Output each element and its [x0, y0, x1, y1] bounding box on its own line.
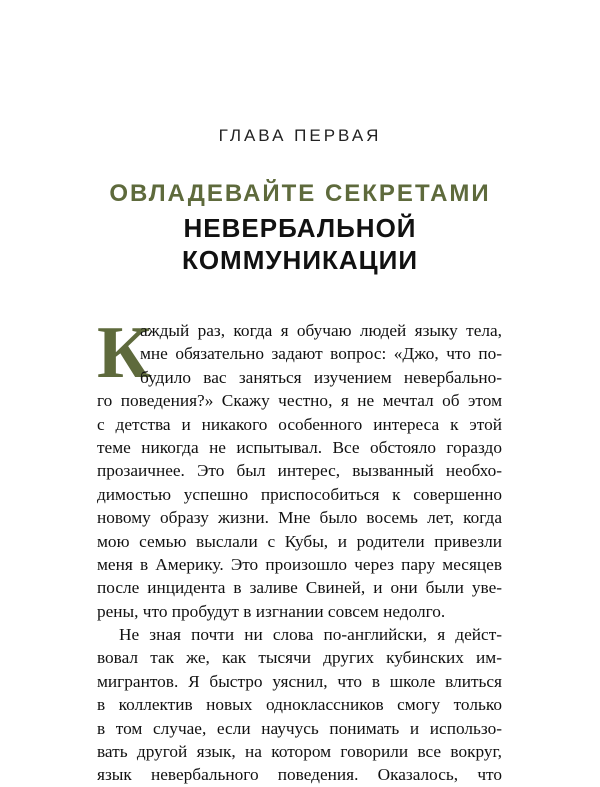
paragraph-1-line: аждый раз, когда я обучаю людей языку тела, [140, 321, 502, 340]
paragraph-1-line: мне обязательно задают вопрос: «Джо, что по- [140, 344, 502, 364]
chapter-title-line-3: КОММУНИКАЦИИ [181, 245, 419, 275]
chapter-title-line-1: ОВЛАДЕВАЙТЕ СЕКРЕТАМИ [109, 180, 491, 207]
paragraph-1-line: прозаичнее. Это был интерес, вызванный необхо- [97, 461, 502, 481]
paragraph-1-line: димостью успешно приспособиться к совершенно [97, 484, 502, 504]
drop-cap-letter: К [97, 312, 151, 394]
paragraph-1-line: го поведения?» Скажу честно, я не мечтал об этом [97, 391, 502, 411]
paragraph-2-line: в том случае, если научусь понимать и использо- [97, 718, 502, 738]
paragraph-2-line: вовал так же, как тысячи других кубинских им- [97, 648, 502, 668]
paragraph-1-line: после инцидента в заливе Свиней, и они были уве- [97, 578, 502, 598]
paragraph-2-line: вать другой язык, на котором говорили все вокруг, [97, 742, 502, 762]
paragraph-2-line: мигрантов. Я быстро уяснил, что в школе влиться [97, 671, 502, 691]
paragraph-2-line: Не зная почти ни слова по-английски, я дейст- [119, 625, 502, 645]
body-text [97, 319, 502, 787]
paragraph-1-line: новому образу жизни. Мне было восемь лет, когда [97, 508, 502, 528]
paragraph-1-line: теме никогда не испытывал. Все обстояло гораздо [97, 437, 502, 457]
chapter-title-line-2: НЕВЕРБАЛЬНОЙ [183, 213, 417, 243]
chapter-label: ГЛАВА ПЕРВАЯ [218, 126, 382, 145]
paragraph-1-line: с детства и никакого особенного интереса к этой [97, 414, 502, 434]
paragraph-1-line: меня в Америку. Это произошло через пару месяцев [97, 554, 502, 574]
paragraph-1-line: будило вас заняться изучением невербально- [140, 367, 502, 387]
paragraph-2-line: в коллектив новых одноклассников смогу только [97, 695, 502, 715]
paragraph-1-line: мою семью выслали с Кубы, и родители привезли [97, 531, 502, 551]
paragraph-1-line: рены, что пробудут в изгнании совсем недолго. [97, 601, 446, 621]
paragraph-2-line: язык невербального поведения. Оказалось, что [97, 765, 502, 785]
